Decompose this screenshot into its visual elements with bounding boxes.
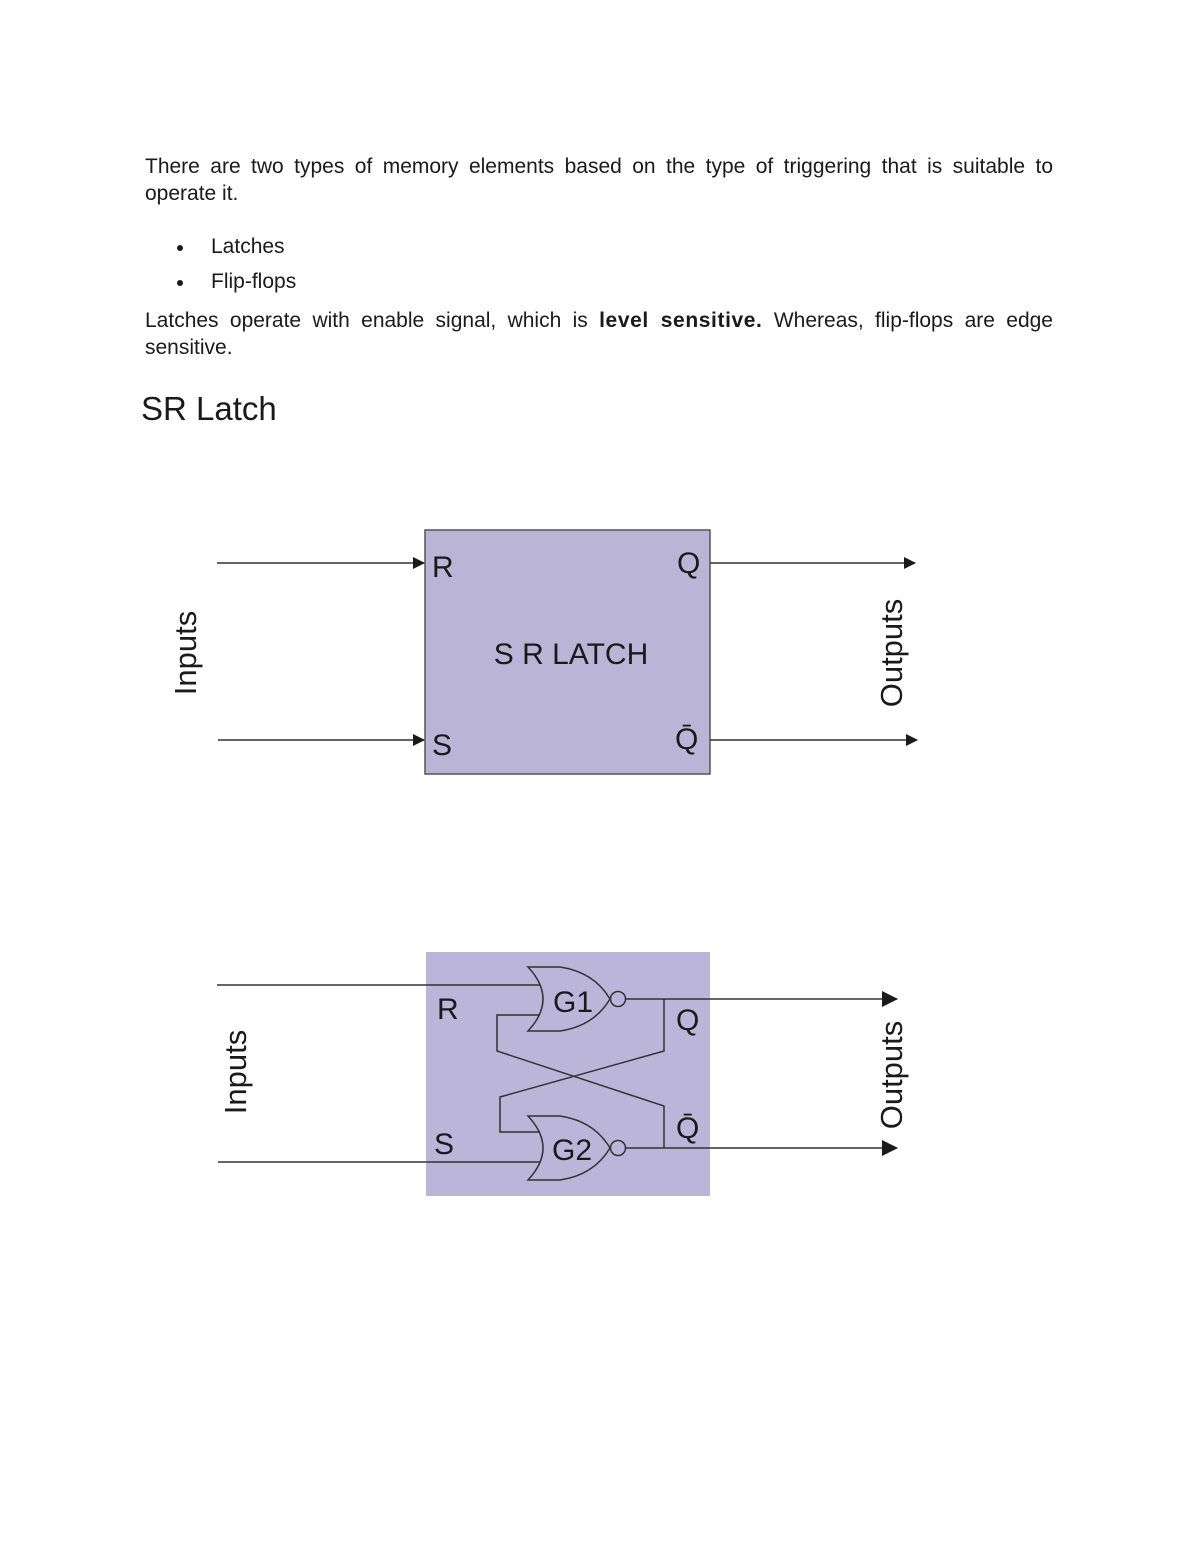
s-label: S xyxy=(432,729,453,762)
q-label: Q xyxy=(676,1004,700,1037)
s-label: S xyxy=(434,1128,455,1161)
g1-inverter-bubble xyxy=(611,992,626,1007)
qbar-label: Q̄ xyxy=(675,723,699,756)
qbar-label: Q̄ xyxy=(676,1112,700,1145)
inputs-label: Inputs xyxy=(218,1029,253,1115)
sensitivity-paragraph xyxy=(145,307,1053,361)
inputs-label: Inputs xyxy=(168,610,203,696)
sensitivity-text-prefix: Latches operate with enable signal, which is xyxy=(145,309,600,332)
intro-paragraph: There are two types of memory elements based on the type of triggering that is suitable to operate it. xyxy=(145,155,1053,205)
bullet-icon xyxy=(177,280,183,286)
outputs-label: Outputs xyxy=(874,598,909,708)
r-label: R xyxy=(437,993,459,1026)
level-sensitive-emphasis: level sensitive. xyxy=(599,309,763,332)
block-label: S R LATCH xyxy=(493,638,649,671)
list-item-label: Flip-flops xyxy=(211,270,297,293)
list-item xyxy=(145,267,296,302)
memory-element-list xyxy=(145,232,296,302)
sr-latch-block-diagram xyxy=(0,500,1200,800)
g2-label: G2 xyxy=(552,1134,593,1167)
r-label: R xyxy=(432,551,454,584)
q-label: Q xyxy=(677,547,701,580)
bullet-icon xyxy=(177,245,183,251)
sr-latch-nor-diagram xyxy=(0,930,1200,1230)
g2-inverter-bubble xyxy=(611,1141,626,1156)
list-item xyxy=(145,232,296,267)
section-heading: SR Latch xyxy=(141,390,277,427)
outputs-label: Outputs xyxy=(874,1020,909,1130)
list-item-label: Latches xyxy=(211,235,285,258)
sensitivity-text-suffix: Whereas, flip-flops are edge sensitive. xyxy=(145,309,1053,359)
g1-label: G1 xyxy=(553,986,594,1019)
